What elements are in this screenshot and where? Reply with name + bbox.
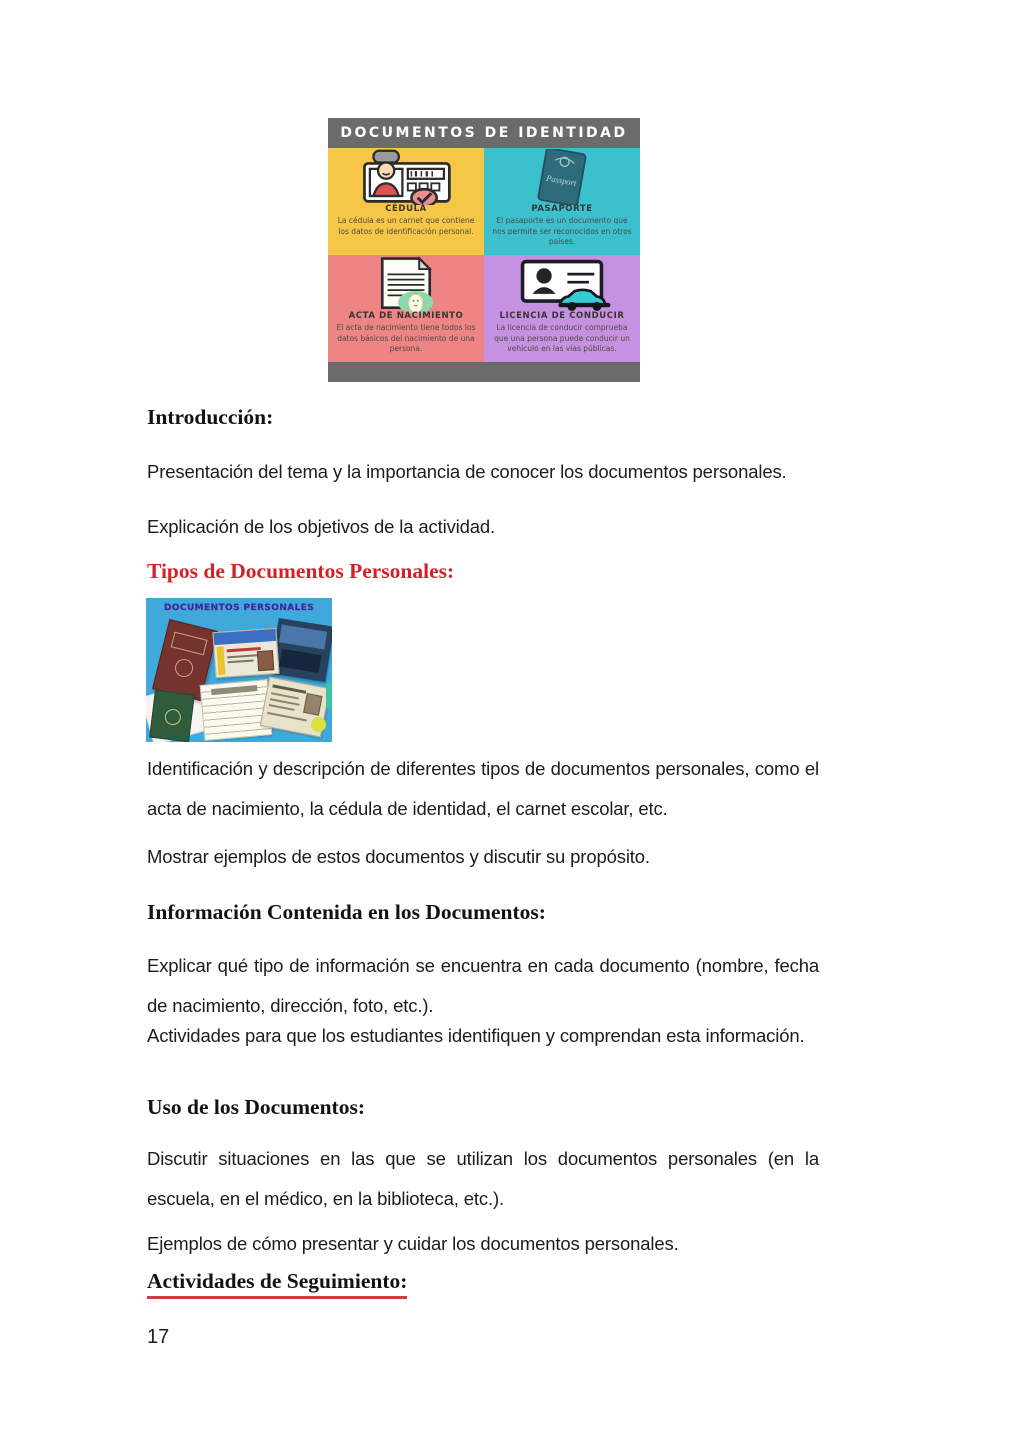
infographic-grid [328,148,640,362]
passport-icon [512,151,612,203]
infographic-bottom-bar [328,362,640,382]
id-card-text-line [227,654,257,658]
paragraph-ejemplos-presentar: Ejemplos de cómo presentar y cuidar los documentos personales. [147,1233,679,1254]
card-cedula-text: La cédula es un carnet que contiene los datos de identificación personal. [337,216,475,236]
paragraph-actividades-estudiantes: Actividades para que los estudiantes identifiquen y comprendan esta información. [147,1025,805,1046]
id-card-red-line [227,647,261,652]
card-acta-text: El acta de nacimiento tiene todos los datos básicos del nacimiento de una persona. [336,323,476,353]
heading-informacion-contenida: Información Contenida en los Documentos: [147,900,546,924]
personal-documents-collage [146,598,332,742]
card-pasaporte-title: PASAPORTE [531,204,593,214]
license-text-line [267,712,307,722]
heading-uso-documentos: Uso de los Documentos: [147,1095,365,1119]
card-cedula [328,148,484,255]
birth-certificate-icon [356,258,456,310]
birth-certificate-paper [200,679,273,741]
infographic-title: DOCUMENTOS DE IDENTIDAD [340,125,628,141]
paragraph-discutir-situaciones: Discutir situaciones en las que se utilizan los documentos personales (en la escuela, en el médico, en la biblioteca, etc.). [147,1148,819,1209]
collage-title: DOCUMENTOS PERSONALES [163,603,315,613]
identity-card [212,628,279,678]
card-pasaporte-text: El pasaporte es un documento que nos permite ser reconocidos en otros países. [492,216,632,246]
mint-sliver [326,684,332,708]
id-card-photo [257,650,274,671]
paragraph-presentacion: Presentación del tema y la importancia de conocer los documentos personales. [147,461,787,482]
heading-actividades-seguimiento-text: Actividades de Seguimiento: [147,1267,407,1299]
license-text-line [272,684,306,693]
card-licencia-text: La licencia de conducir comprueba que una persona puede conducir un vehículo en las vías públicas. [494,323,630,353]
paragraph-identificacion: Identificación y descripción de diferentes tipos de documentos personales, como el acta de nacimiento, la cédula de identidad, el carnet escolar, etc. [147,758,819,819]
id-card-icon [350,151,462,203]
identity-documents-infographic [328,118,640,382]
heading-introduccion: Introducción: [147,405,274,429]
heading-tipos-documentos: Tipos de Documentos Personales: [147,559,455,583]
card-cedula-title: CÉDULA [385,204,427,214]
id-card-header-strip [214,629,277,645]
paragraph-explicar-tipo: Explicar qué tipo de información se encuentra en cada documento (nombre, fecha de nacimiento, dirección, foto, etc.). [147,955,819,1016]
paragraph-mostrar-ejemplos: Mostrar ejemplos de estos documentos y discutir su propósito. [147,846,650,867]
card-licencia-title: LICENCIA DE CONDUCIR [499,311,625,321]
heading-actividades-seguimiento [147,1267,407,1299]
card-pasaporte [484,148,640,255]
license-photo [303,693,323,716]
yellow-green-dot [311,717,326,732]
card-licencia [484,255,640,362]
license-text-line [269,704,295,711]
id-card-text-line [228,659,254,663]
green-passport [149,690,195,742]
id-card-flag-stripe [217,647,226,675]
card-acta [328,255,484,362]
paragraph-explicacion: Explicación de los objetivos de la actividad. [147,516,496,537]
infographic-title-bar [328,118,640,148]
passport-script-label: Passport [545,172,578,188]
card-acta-title: ACTA DE NACIMIENTO [348,311,464,321]
page-number: 17 [147,1326,170,1348]
drivers-license-icon [510,258,614,310]
